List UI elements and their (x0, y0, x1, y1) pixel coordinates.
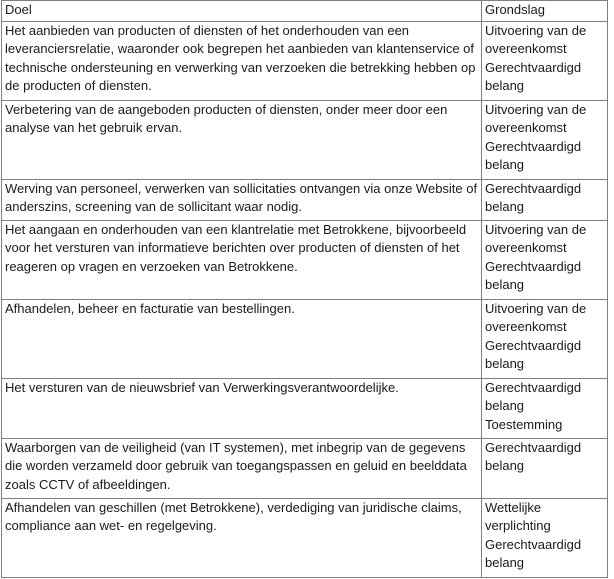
grondslag-line: Wettelijke (485, 499, 542, 515)
header-grondslag: Grondslag (482, 1, 608, 22)
table-row (2, 378, 608, 438)
doel-cell: Waarborgen van de veiligheid (van IT systemen), met inbegrip van de gegevens die worden verzameld door gebruik van toegangspassen en geluid en beelddata zoals CCTV of afbeeldingen. (2, 438, 482, 498)
grondslag-line: Uitvoering van de (485, 300, 587, 316)
grondslag-line: Uitvoering van de (485, 22, 587, 38)
grondslag-line: belang (485, 78, 525, 93)
table-row (2, 438, 608, 498)
grondslag-cell (482, 498, 608, 577)
doel-cell: Afhandelen van geschillen (met Betrokkene), verdediging van juridische claims, compliance aan wet- en regelgeving. (2, 498, 482, 577)
grondslag-line: overeenkomst (485, 240, 567, 255)
grondslag-line: overeenkomst (485, 319, 567, 334)
grondslag-line: Gerechtvaardigd (485, 337, 582, 353)
grondslag-line: Gerechtvaardigd (485, 439, 582, 455)
purpose-legal-basis-table (1, 0, 608, 578)
grondslag-cell (482, 299, 608, 378)
grondslag-line: Gerechtvaardigd (485, 180, 582, 196)
grondslag-line: verplichting (485, 518, 551, 533)
grondslag-line: belang (485, 458, 525, 473)
grondslag-line: Gerechtvaardigd (485, 536, 582, 552)
grondslag-cell (482, 438, 608, 498)
grondslag-line: Uitvoering van de (485, 101, 587, 117)
grondslag-cell (482, 100, 608, 179)
grondslag-cell (482, 220, 608, 299)
grondslag-line: Gerechtvaardigd (485, 379, 582, 395)
header-doel: Doel (2, 1, 482, 22)
grondslag-line: Uitvoering van de (485, 221, 587, 237)
grondslag-cell (482, 21, 608, 100)
doel-cell: Verbetering van de aangeboden producten of diensten, onder meer door een analyse van het gebruik ervan. (2, 100, 482, 179)
grondslag-line: Gerechtvaardigd (485, 258, 582, 274)
doel-cell: Het versturen van de nieuwsbrief van Verwerkingsverantwoordelijke. (2, 378, 482, 438)
grondslag-cell (482, 378, 608, 438)
grondslag-line: belang (485, 356, 525, 371)
doel-cell: Het aanbieden van producten of diensten of het onderhouden van een leveranciersrelatie, waaronder ook begrepen het aanbieden van klantenservice of technische ondersteuning en verwerking van verzoeken die betrekking hebben op de producten of diensten. (2, 21, 482, 100)
table-row (2, 299, 608, 378)
table-row (2, 498, 608, 577)
grondslag-line: belang (485, 277, 525, 292)
grondslag-line: overeenkomst (485, 41, 567, 56)
grondslag-line: belang (485, 555, 525, 570)
doel-cell: Afhandelen, beheer en facturatie van bestellingen. (2, 299, 482, 378)
grondslag-cell (482, 179, 608, 220)
grondslag-line: overeenkomst (485, 120, 567, 135)
grondslag-line: Toestemming (485, 416, 563, 432)
grondslag-line: Gerechtvaardigd (485, 138, 582, 154)
doel-cell: Het aangaan en onderhouden van een klantrelatie met Betrokkene, bijvoorbeeld voor het versturen van informatieve berichten over producten of diensten of het reageren op vragen en verzoeken van Betrokkene. (2, 220, 482, 299)
grondslag-line: belang (485, 199, 525, 214)
table-row (2, 179, 608, 220)
table-header-row (2, 1, 608, 22)
grondslag-line: belang (485, 157, 525, 172)
grondslag-line: belang (485, 398, 525, 413)
table-row (2, 100, 608, 179)
table-row (2, 21, 608, 100)
grondslag-line: Gerechtvaardigd (485, 59, 582, 75)
table-row (2, 220, 608, 299)
doel-cell: Werving van personeel, verwerken van sollicitaties ontvangen via onze Website of anderszins, screening van de sollicitant waar nodig. (2, 179, 482, 220)
